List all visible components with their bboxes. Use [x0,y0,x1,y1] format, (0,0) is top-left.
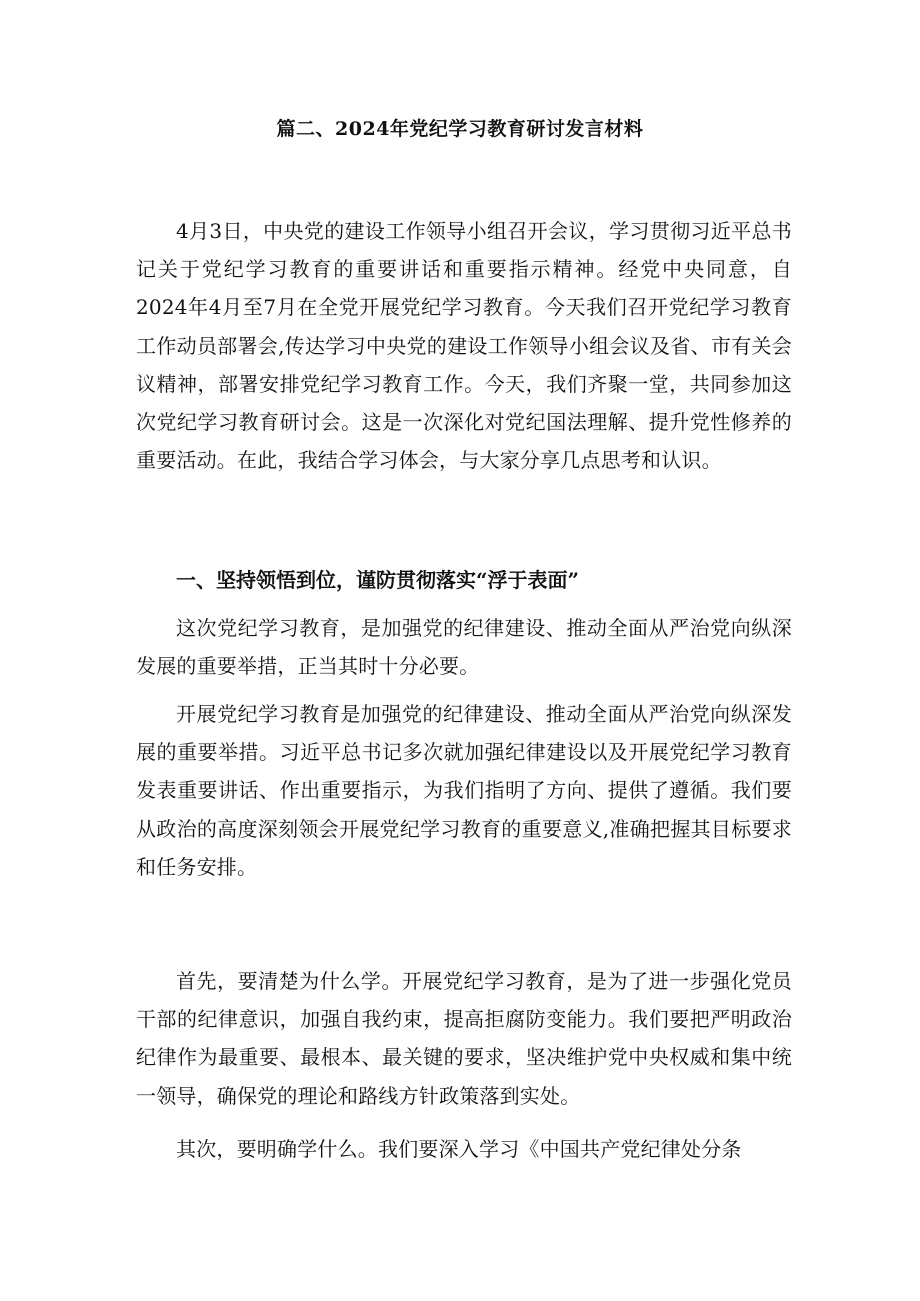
body-paragraph: 首先，要清楚为什么学。开展党纪学习教育，是为了进一步强化党员干部的纪律意识，加强自我约束，提高拒腐防变能力。我们要把严明政治纪律作为最重要、最根本、最关键的要求，坚决维护党中央权威和集中统一领导，确保党的理论和路线方针政策落到实处。 [136,969,792,1108]
body-paragraph: 开展党纪学习教育是加强党的纪律建设、推动全面从严治党向纵深发展的重要举措。习近平总书记多次就加强纪律建设以及开展党纪学习教育发表重要讲话、作出重要指示，为我们指明了方向、提供了遵循。我们要从政治的高度深刻领会开展党纪学习教育的重要意义,准确把握其目标要求和任务安排。 [136,702,792,879]
intro-paragraph: 4月3日，中央党的建设工作领导小组召开会议，学习贯彻习近平总书记关于党纪学习教育的重要讲话和重要指示精神。经党中央同意，自2024年4月至7月在全党开展党纪学习教育。今天我们召开党纪学习教育工作动员部署会,传达学习中央党的建设工作领导小组会议及省、市有关会议精神，部署安排党纪学习教育工作。今天，我们齐聚一堂，共同参加这次党纪学习教育研讨会。这是一次深化对党纪国法理解、提升党性修养的重要活动。在此，我结合学习体会，与大家分享几点思考和认识。 [136,219,792,473]
section-heading: 一、坚持领悟到位，谨防贯彻落实“浮于表面” [176,568,580,592]
body-paragraph: 这次党纪学习教育，是加强党的纪律建设、推动全面从严治党向纵深发展的重要举措，正当其时十分必要。 [136,616,792,679]
body-paragraph-truncated: 其次，要明确学什么。我们要深入学习《中国共产党纪律处分条 [176,1137,742,1161]
document-title: 篇二、2024年党纪学习教育研讨发言材料 [276,118,644,140]
